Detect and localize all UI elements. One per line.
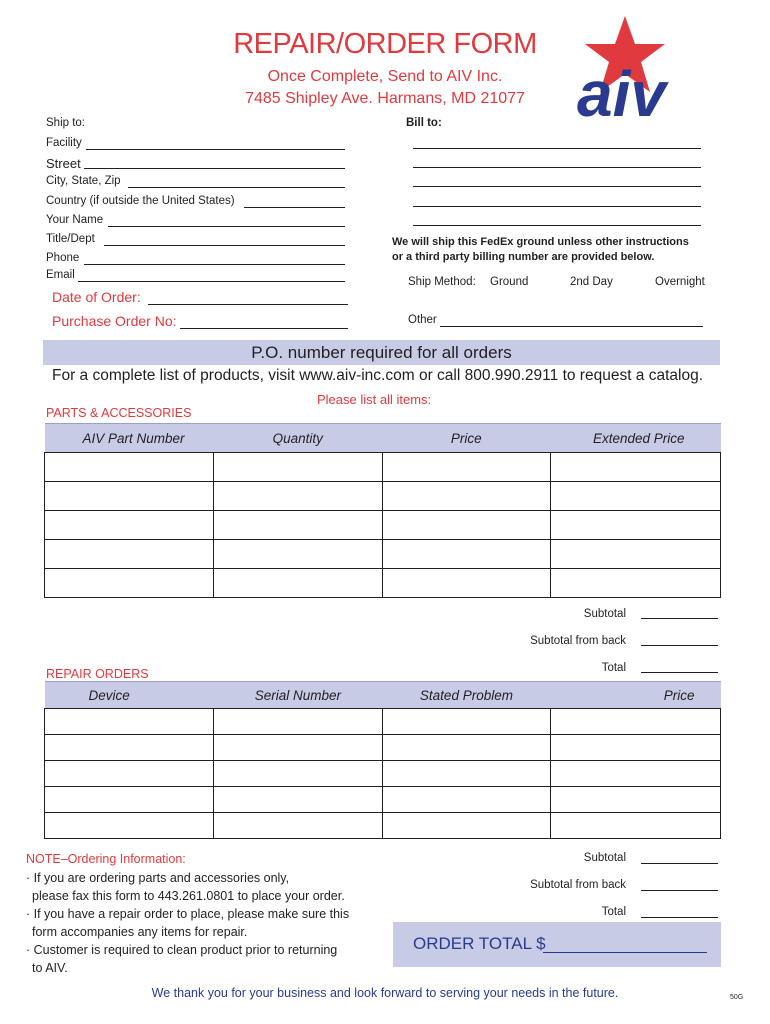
repairs-subtotal-label: Subtotal [583, 852, 626, 864]
table-cell[interactable] [45, 453, 214, 482]
ship-to-input[interactable] [104, 245, 345, 246]
method-2nd-day[interactable]: 2nd Day [570, 276, 613, 288]
table-cell[interactable] [550, 482, 720, 511]
parts-subtotal-back-label: Subtotal from back [530, 635, 626, 647]
table-cell[interactable] [550, 511, 720, 540]
ship-to-input[interactable] [84, 168, 345, 169]
repairs-total-label: Total [601, 906, 626, 918]
table-cell[interactable] [550, 540, 720, 569]
po-required-banner: P.O. number required for all orders [43, 340, 720, 365]
table-cell[interactable] [551, 735, 721, 761]
table-cell[interactable] [45, 761, 214, 787]
table-cell[interactable] [382, 569, 550, 598]
bill-to-input[interactable] [413, 148, 701, 149]
note-bullet-3b: to AIV. [32, 961, 68, 975]
repairs-subtotal-input[interactable] [641, 863, 718, 864]
other-input[interactable] [440, 326, 703, 327]
table-cell[interactable] [214, 735, 383, 761]
footer-thanks: We thank you for your business and look forward to serving your needs in the future. [151, 986, 619, 1000]
col-repair-price: Price [551, 682, 721, 709]
other-label: Other [408, 314, 437, 326]
table-row [45, 482, 721, 511]
table-row [45, 453, 721, 482]
table-cell[interactable] [214, 709, 383, 735]
ship-method-label: Ship Method: [408, 276, 476, 288]
note-bullet-1a: · If you are ordering parts and accessories only, [26, 871, 290, 885]
ship-to-label: Email [46, 269, 75, 281]
table-cell[interactable] [382, 787, 551, 813]
table-cell[interactable] [214, 453, 383, 482]
repairs-subtotal-back-input[interactable] [641, 890, 718, 891]
table-row [45, 540, 721, 569]
col-part-number: AIV Part Number [45, 424, 214, 453]
parts-total-input[interactable] [641, 672, 718, 673]
table-cell[interactable] [45, 482, 214, 511]
ship-to-input[interactable] [84, 264, 345, 265]
ship-to-label: Facility [46, 137, 82, 149]
table-cell[interactable] [45, 569, 214, 598]
method-overnight[interactable]: Overnight [655, 276, 705, 288]
date-of-order-label: Date of Order: [52, 289, 141, 305]
table-cell[interactable] [45, 735, 214, 761]
parts-table [44, 423, 721, 598]
order-total-label: ORDER TOTAL $ [413, 934, 546, 953]
table-cell[interactable] [551, 813, 721, 839]
col-serial-number: Serial Number [214, 682, 383, 709]
bill-to-input[interactable] [413, 206, 701, 207]
method-ground[interactable]: Ground [490, 276, 529, 288]
table-cell[interactable] [551, 709, 721, 735]
logo-text: aiv [577, 58, 666, 120]
col-quantity: Quantity [214, 424, 383, 453]
ship-to-input[interactable] [78, 281, 345, 282]
col-device: Device [45, 682, 214, 709]
table-cell[interactable] [551, 761, 721, 787]
table-cell[interactable] [214, 569, 383, 598]
note-bullet-2b: form accompanies any items for repair. [32, 925, 248, 939]
order-total-box [393, 922, 721, 967]
repairs-table [44, 681, 721, 839]
parts-subtotal-input[interactable] [641, 618, 718, 619]
form-code: 50G [730, 994, 744, 1001]
table-cell[interactable] [382, 735, 551, 761]
table-cell[interactable] [550, 569, 720, 598]
table-row [45, 511, 721, 540]
ship-to-label: Title/Dept [46, 233, 95, 245]
table-cell[interactable] [382, 482, 550, 511]
table-cell[interactable] [382, 709, 551, 735]
table-cell[interactable] [214, 787, 383, 813]
parts-total-label: Total [601, 662, 626, 674]
po-number-label: Purchase Order No: [52, 313, 177, 329]
bill-to-input[interactable] [413, 186, 701, 187]
ship-to-input[interactable] [244, 207, 345, 208]
note-bullet-2a: · If you have a repair order to place, please make sure this [26, 907, 350, 921]
form-title: REPAIR/ORDER FORM [233, 28, 537, 60]
table-cell[interactable] [382, 540, 550, 569]
ship-to-input[interactable] [86, 149, 345, 150]
col-extended-price: Extended Price [550, 424, 720, 453]
catalog-line: For a complete list of products, visit www.aiv-inc.com or call 800.990.2911 to request a catalog. [52, 367, 704, 384]
table-row [45, 813, 721, 839]
ship-to-label: Street [46, 156, 81, 171]
table-row [45, 735, 721, 761]
po-number-input[interactable] [180, 328, 348, 329]
date-of-order-input[interactable] [148, 304, 348, 305]
table-cell[interactable] [214, 482, 383, 511]
col-price: Price [382, 424, 550, 453]
ship-to-input[interactable] [128, 187, 345, 188]
aiv-logo [575, 16, 725, 120]
send-to-line: Once Complete, Send to AIV Inc. [267, 68, 503, 85]
table-row [45, 761, 721, 787]
table-cell[interactable] [214, 511, 383, 540]
table-cell[interactable] [45, 813, 214, 839]
note-bullet-1b: please fax this form to 443.261.0801 to place your order. [32, 889, 345, 903]
parts-heading: PARTS & ACCESSORIES [46, 406, 192, 420]
ship-to-label: Country (if outside the United States) [46, 195, 235, 207]
repairs-subtotal-back-label: Subtotal from back [530, 879, 626, 891]
fedex-note-2: or a third party billing number are provided below. [392, 251, 655, 263]
table-row [45, 569, 721, 598]
parts-subtotal-label: Subtotal [583, 608, 626, 620]
fedex-note-1: We will ship this FedEx ground unless other instructions [392, 236, 689, 248]
table-row [45, 787, 721, 813]
table-cell[interactable] [45, 511, 214, 540]
repairs-total-input[interactable] [641, 917, 718, 918]
ship-to-label: Phone [46, 252, 80, 264]
ship-to-input[interactable] [108, 226, 345, 227]
ship-to-heading: Ship to: [46, 117, 85, 129]
table-cell[interactable] [551, 787, 721, 813]
bill-to-input[interactable] [413, 167, 701, 168]
table-cell[interactable] [214, 540, 383, 569]
note-heading: NOTE–Ordering Information: [26, 852, 186, 866]
please-list: Please list all items: [317, 392, 432, 407]
table-cell[interactable] [382, 511, 550, 540]
table-cell[interactable] [550, 453, 720, 482]
order-total-input[interactable] [543, 952, 707, 953]
table-cell[interactable] [382, 761, 551, 787]
parts-subtotal-back-input[interactable] [641, 645, 718, 646]
table-cell[interactable] [45, 787, 214, 813]
table-cell[interactable] [382, 813, 551, 839]
bill-to-input[interactable] [413, 225, 701, 226]
table-cell[interactable] [45, 540, 214, 569]
note-bullet-3a: · Customer is required to clean product prior to returning [26, 943, 338, 957]
ship-to-label: Your Name [46, 214, 104, 226]
bill-to-heading: Bill to: [406, 117, 442, 129]
table-cell[interactable] [214, 761, 383, 787]
table-cell[interactable] [382, 453, 550, 482]
ship-to-label: City, State, Zip [46, 175, 121, 187]
table-cell[interactable] [214, 813, 383, 839]
address-line: 7485 Shipley Ave. Harmans, MD 21077 [245, 90, 525, 107]
table-cell[interactable] [45, 709, 214, 735]
table-row [45, 709, 721, 735]
col-stated-problem: Stated Problem [382, 682, 551, 709]
repairs-heading: REPAIR ORDERS [46, 667, 149, 681]
